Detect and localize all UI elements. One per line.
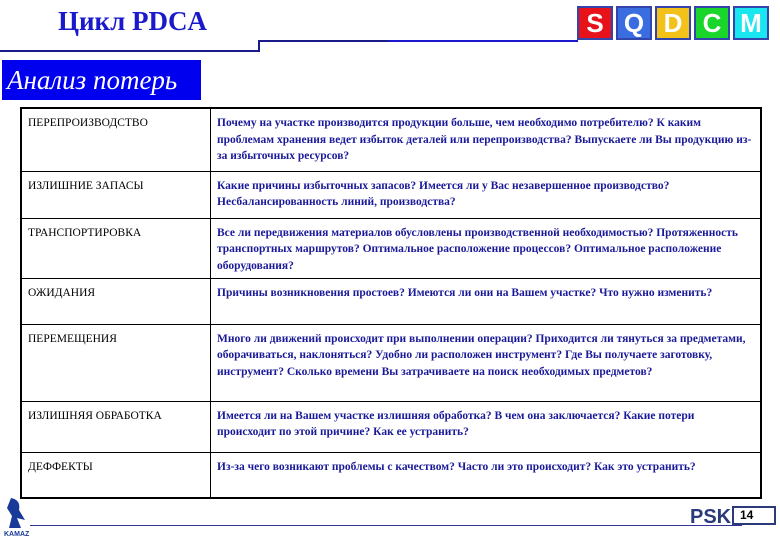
- header-divider: [0, 50, 259, 52]
- page-title: Цикл PDCA: [58, 6, 208, 36]
- losses-table: [20, 107, 762, 499]
- table-row: [21, 108, 761, 171]
- table-row: [21, 278, 761, 324]
- table-row: [21, 324, 761, 401]
- badge-q: Q: [616, 6, 652, 40]
- loss-questions: Имеется ли на Вашем участке излишняя обработка? В чем она заключается? Какие потери происходит по этой причине? Как ее устранить?: [211, 401, 762, 452]
- loss-questions: Много ли движений происходит при выполнении операции? Приходится ли тянуться за предметами, оборачиваться, наклоняться? Удобно ли расположен инструмент? Где Вы получаете заготовку, инструмент? Сколько времени Вы затрачиваете на поиск необходимых предметов?: [211, 324, 762, 401]
- svg-text:KAMAZ: KAMAZ: [4, 531, 29, 538]
- brand-label: PSK: [690, 506, 732, 528]
- loss-type: ПЕРЕМЕЩЕНИЯ: [21, 324, 211, 401]
- header-divider: [258, 40, 388, 42]
- badge-s: S: [577, 6, 613, 40]
- loss-type: ИЗЛИШНЯЯ ОБРАБОТКА: [21, 401, 211, 452]
- table-row: [21, 452, 761, 498]
- loss-type: ПЕРЕПРОИЗВОДСТВО: [21, 108, 211, 171]
- loss-questions: Из-за чего возникают проблемы с качеством? Часто ли это происходит? Как это устранить?: [211, 452, 762, 498]
- loss-questions: Какие причины избыточных запасов? Имеется ли у Вас незавершенное производство? Несбалансированность линий, производства?: [211, 171, 762, 218]
- footer-divider: [30, 525, 742, 526]
- loss-type: ДЕФФЕКТЫ: [21, 452, 211, 498]
- loss-type: ТРАНСПОРТИРОВКА: [21, 218, 211, 278]
- loss-questions: Все ли передвижения материалов обусловлены производственной необходимостью? Протяженность транспортных маршрутов? Оптимальное расположение процессов? Оптимальное расположение оборудования?: [211, 218, 762, 278]
- header-divider: [388, 40, 578, 42]
- section-banner: Анализ потерь: [2, 60, 201, 100]
- loss-questions: Причины возникновения простоев? Имеются ли они на Вашем участке? Что нужно изменить?: [211, 278, 762, 324]
- loss-type: ОЖИДАНИЯ: [21, 278, 211, 324]
- table-row: [21, 218, 761, 278]
- badge-d: D: [655, 6, 691, 40]
- page-number: 14: [732, 506, 776, 525]
- table-row: [21, 401, 761, 452]
- table-row: [21, 171, 761, 218]
- loss-questions: Почему на участке производится продукции больше, чем необходимо потребителю? К каким проблемам хранения ведет избыток деталей или перепроизводства? Выпускаете ли Вы продукцию из-за избыточных ресурсов?: [211, 108, 762, 171]
- badge-c: C: [694, 6, 730, 40]
- badge-m: M: [733, 6, 769, 40]
- sqdcm-badges: [577, 6, 769, 40]
- kamaz-logo: [3, 496, 29, 538]
- loss-type: ИЗЛИШНИЕ ЗАПАСЫ: [21, 171, 211, 218]
